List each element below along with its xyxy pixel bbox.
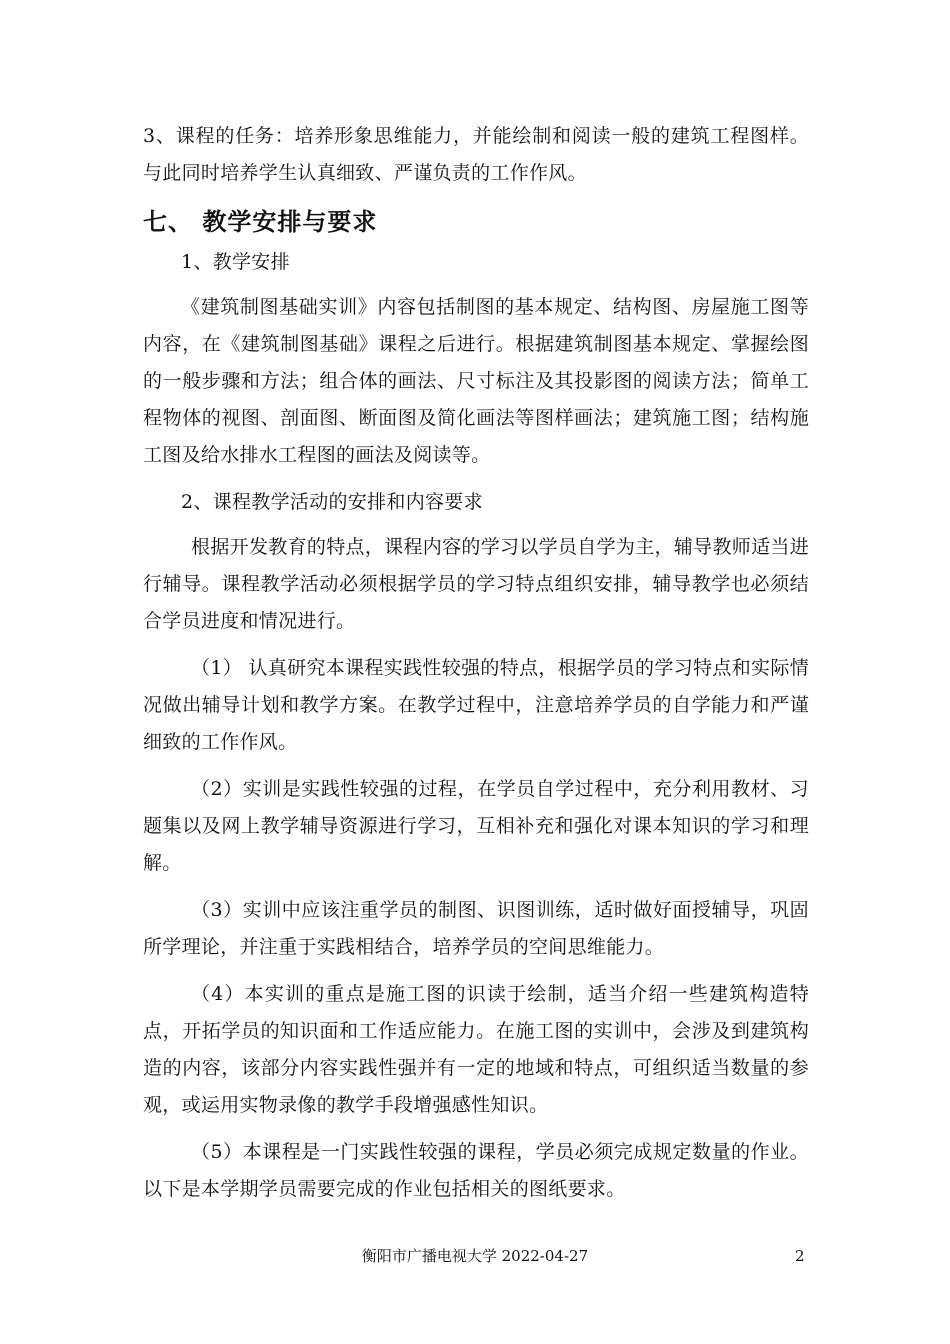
subsection-heading-teaching-arrangement: 1、教学安排 xyxy=(181,251,290,273)
requirement-item-5: （5）本课程是一门实践性较强的课程，学员必须完成规定数量的作业。以下是本学期学员需要完成的作业包括相关的图纸要求。 xyxy=(143,1141,809,1200)
page-number: 2 xyxy=(795,1247,805,1265)
requirement-item-4: （4）本实训的重点是施工图的识读于绘制，适当介绍一些建筑构造特点，开拓学员的知识面和工作适应能力。在施工图的实训中，会涉及到建筑构造的内容，该部分内容实践性强并有一定的地域和特点，可组织适当数量的参观，或运用实物录像的教学手段增强感性知识。 xyxy=(143,983,809,1116)
document-body xyxy=(143,118,809,1208)
section-title: 七、 教学安排与要求 xyxy=(143,207,378,236)
activities-paragraph: 根据开发教育的特点，课程内容的学习以学员自学为主，辅导教师适当进行辅导。课程教学活动必须根据学员的学习特点组织安排，辅导教学也必须结合学员进度和情况进行。 xyxy=(143,536,809,632)
subsection-heading-activities: 2、课程教学活动的安排和内容要求 xyxy=(181,491,483,513)
course-task-paragraph: 3、课程的任务：培养形象思维能力，并能绘制和阅读一般的建筑工程图样。与此同时培养学生认真细致、严谨负责的工作作风。 xyxy=(143,125,809,184)
teaching-arrangement-paragraph: 《建筑制图基础实训》内容包括制图的基本规定、结构图、房屋施工图等内容，在《建筑制图基础》课程之后进行。根据建筑制图基本规定、掌握绘图的一般步骤和方法；组合体的画法、尺寸标注及其投影图的阅读方法；简单工程物体的视图、剖面图、断面图及简化画法等图样画法；建筑施工图；结构施工图及给水排水工程图的画法及阅读等。 xyxy=(143,296,809,466)
requirement-item-2: （2）实训是实践性较强的过程，在学员自学过程中，充分利用教材、习题集以及网上教学辅导资源进行学习，互相补充和强化对课本知识的学习和理解。 xyxy=(143,778,809,874)
requirement-item-1: （1） 认真研究本课程实践性较强的特点，根据学员的学习特点和实际情况做出辅导计划和教学方案。在教学过程中，注意培养学员的自学能力和严谨细致的工作作风。 xyxy=(143,657,809,753)
requirement-item-3: （3）实训中应该注重学员的制图、识图训练，适时做好面授辅导，巩固所学理论，并注重于实践相结合，培养学员的空间思维能力。 xyxy=(143,899,809,958)
footer-institution-date: 衡阳市广播电视大学 2022-04-27 xyxy=(361,1247,589,1265)
